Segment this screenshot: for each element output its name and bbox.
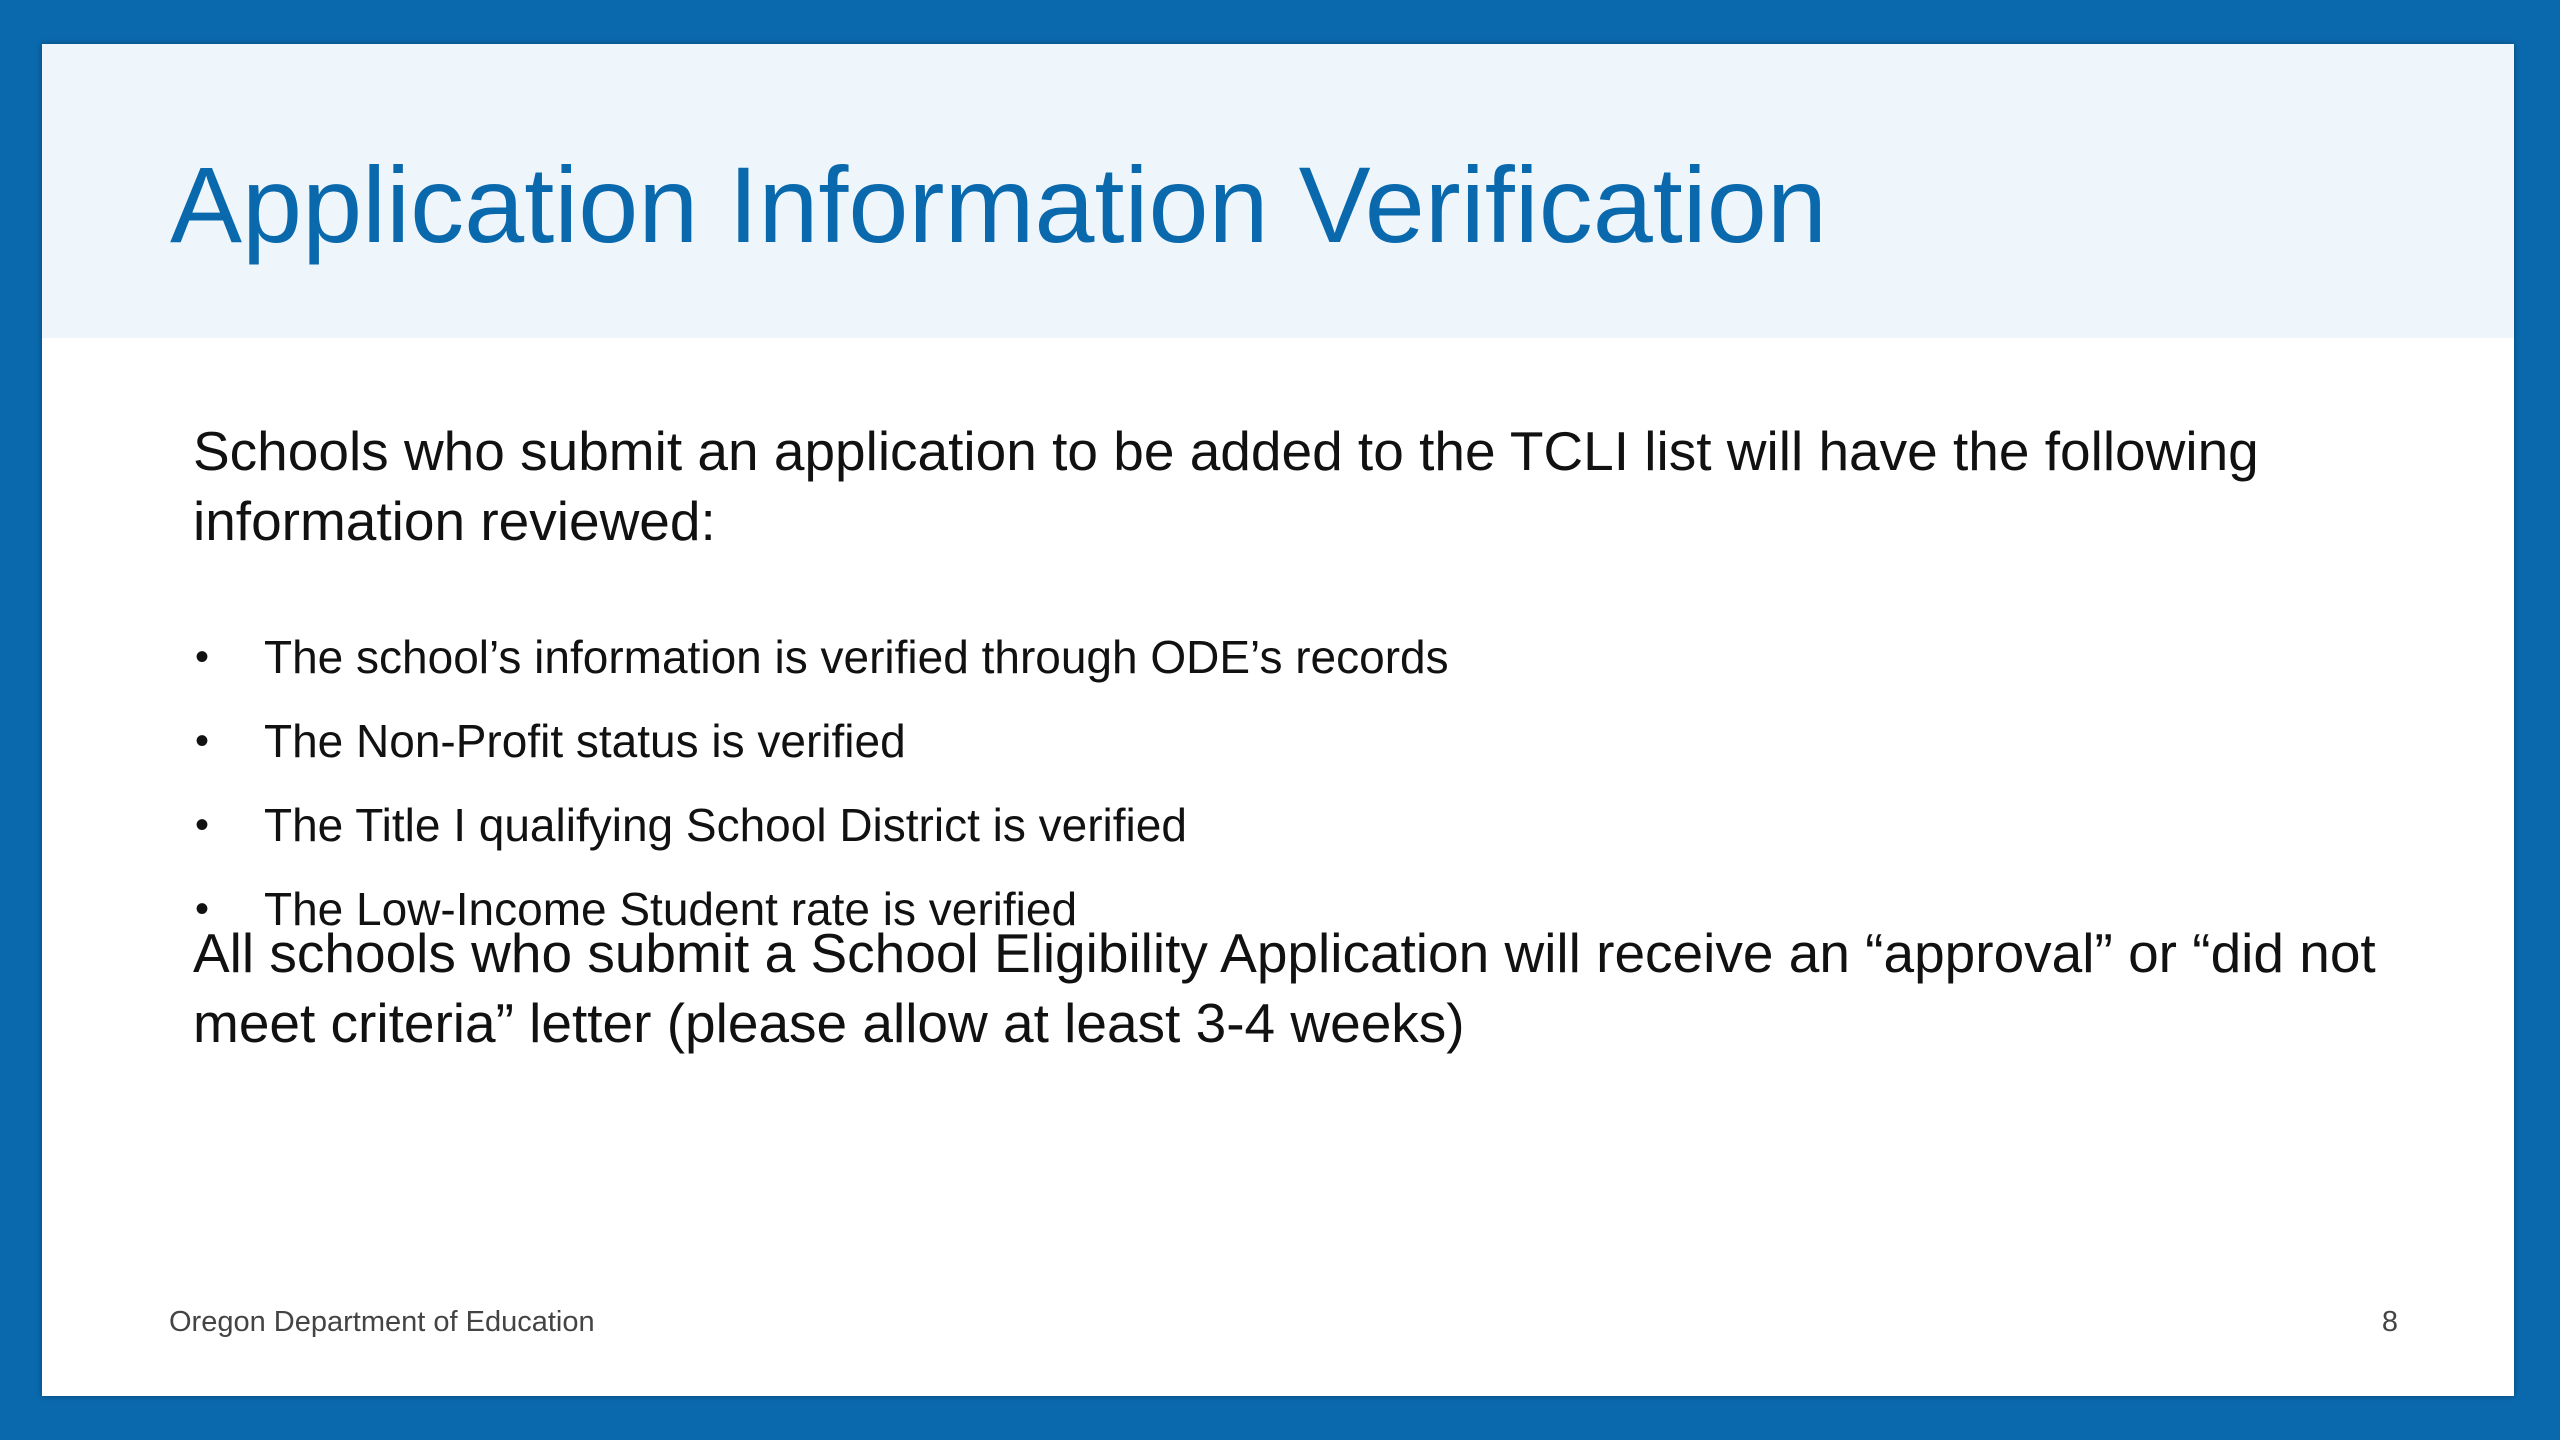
closing-paragraph: All schools who submit a School Eligibility Application will receive an “approval” or “did not meet criteria” letter (please allow at least 3-4 weeks): [193, 922, 2376, 1054]
bullet-dot-icon: •: [195, 803, 210, 847]
bullet-text: The Title I qualifying School District is verified: [264, 799, 1187, 851]
bullet-dot-icon: •: [195, 887, 210, 931]
bullet-item: [193, 615, 1449, 699]
bullet-text: The school’s information is verified through ODE’s records: [264, 631, 1449, 683]
bullet-item: [193, 783, 1449, 867]
bullet-dot-icon: •: [195, 635, 210, 679]
bullet-item: [193, 699, 1449, 783]
bullet-list: [193, 615, 1449, 951]
intro-paragraph: Schools who submit an application to be added to the TCLI list will have the following information reviewed:: [193, 420, 2259, 552]
slide: [42, 44, 2514, 1396]
bullet-text: The Non-Profit status is verified: [264, 715, 906, 767]
bullet-dot-icon: •: [195, 719, 210, 763]
footer-page-number: 8: [2381, 1306, 2398, 1338]
footer-organization: Oregon Department of Education: [169, 1306, 595, 1338]
slide-title: Application Information Verification: [170, 144, 1827, 265]
bullet-text: The Low-Income Student rate is verified: [264, 883, 1078, 935]
